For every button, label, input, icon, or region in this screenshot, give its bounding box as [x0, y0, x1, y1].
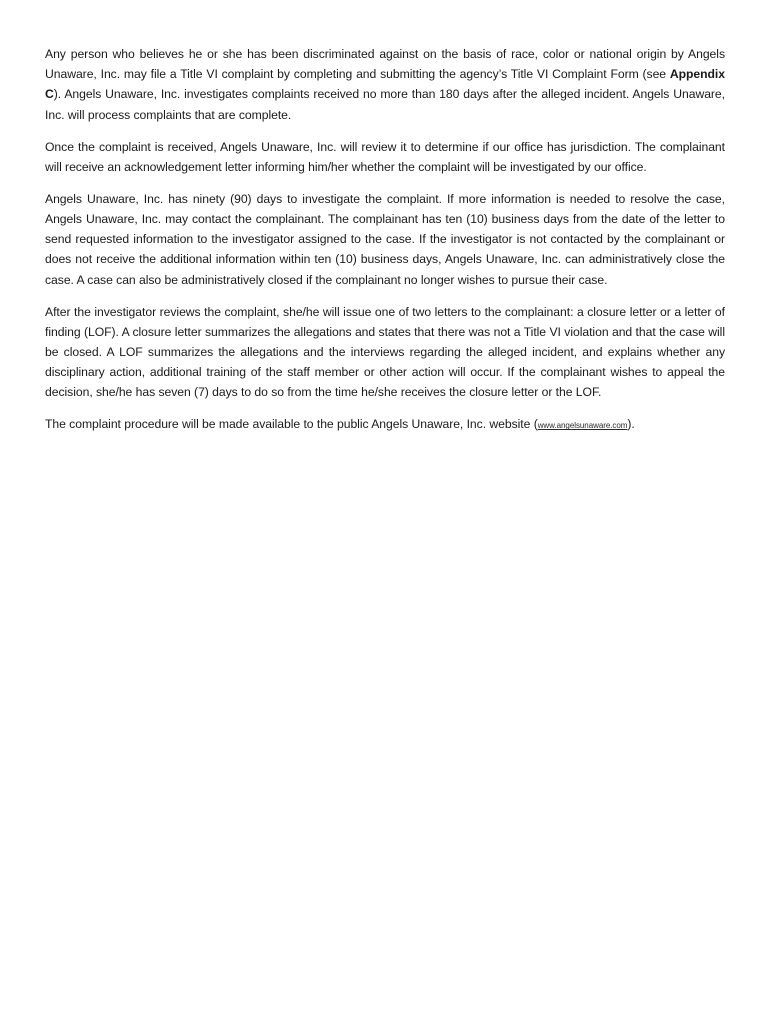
paragraph-availability-text-b: ). [627, 417, 635, 432]
website-link[interactable]: www.angelsunaware.com [537, 421, 628, 431]
paragraph-availability [45, 414, 725, 436]
document-page [45, 44, 725, 448]
paragraph-investigation: Angels Unaware, Inc. has ninety (90) days to investigate the complaint. If more information is needed to resolve the case, Angels Unaware, Inc. may contact the complainant. The complainant has ten (10) business days from the date of the letter to send requested information to the investigator assigned to the case. If the investigator is not contacted by the complainant or does not receive the additional information within ten (10) business days, Angels Unaware, Inc. can administratively close the case. A case can also be administratively closed if the complainant no longer wishes to pursue their case. [45, 191, 725, 287]
paragraph-filing [45, 44, 725, 125]
appendix-reference: Appendix C [45, 67, 725, 102]
paragraph-filing-text-b: ). Angels Unaware, Inc. investigates complaints received no more than 180 days after the alleged incident. Angels Unaware, Inc. will process complaints that are complete. [45, 87, 725, 122]
paragraph-filing-text-a: Any person who believes he or she has been discriminated against on the basis of race, color or national origin by Angels Unaware, Inc. may file a Title VI complaint by completing and submitting the agency’s Title VI Complaint Form (see [45, 47, 725, 82]
paragraph-availability-text-a: The complaint procedure will be made available to the public Angels Unaware, Inc. website ( [45, 417, 538, 432]
paragraph-letters: After the investigator reviews the complaint, she/he will issue one of two letters to the complainant: a closure letter or a letter of finding (LOF). A closure letter summarizes the allegations and states that there was not a Title VI violation and that the case will be closed. A LOF summarizes the allegations and the interviews regarding the alleged incident, and explains whether any disciplinary action, additional training of the staff member or other action will occur. If the complainant wishes to appeal the decision, she/he has seven (7) days to do so from the time he/she receives the closure letter or the LOF. [45, 304, 725, 400]
paragraph-review: Once the complaint is received, Angels Unaware, Inc. will review it to determine if our office has jurisdiction. The complainant will receive an acknowledgement letter informing him/her whether the complaint will be investigated by our office. [45, 139, 725, 174]
